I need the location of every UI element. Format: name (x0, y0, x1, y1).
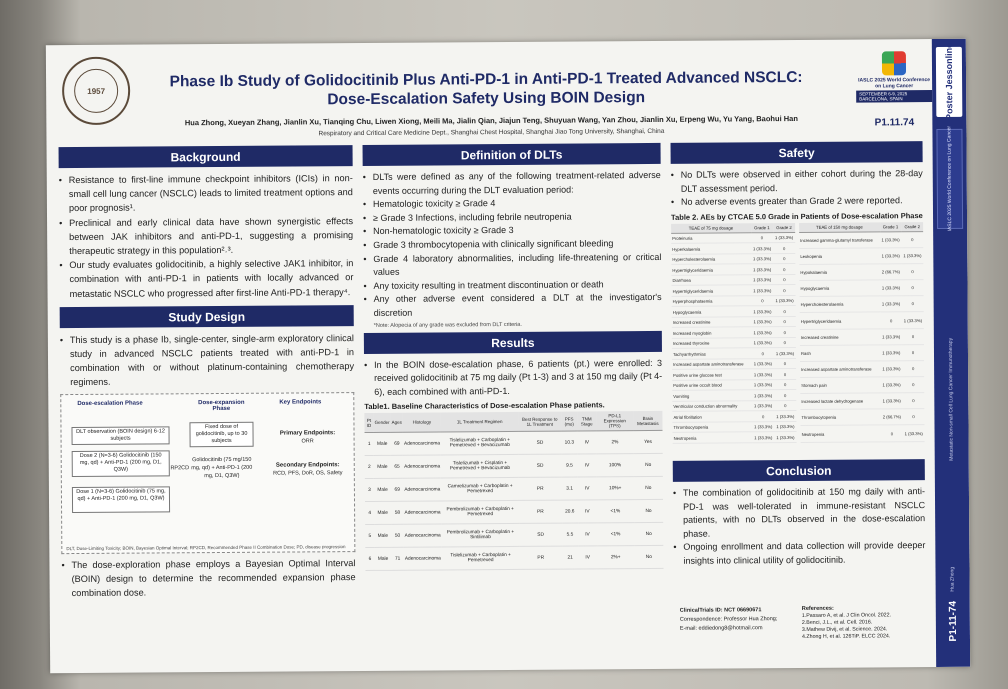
baseline-cell: 10%+ (597, 477, 634, 500)
baseline-cell: Camrelizumab + Carboplatin + Pemetrexed (441, 478, 519, 502)
baseline-cell: 69 (391, 433, 403, 456)
study-design-outro: • The dose-exploration phase employs a Bayesian Optimal Interval (BOIN) design to determine the recommended expansion phase combination dose. (61, 556, 355, 601)
baseline-cell: 69 (391, 479, 403, 502)
baseline-column-header: Brain Metastasis (633, 411, 662, 431)
safety-item: • No adverse events greater than Grade 2 were reported. (671, 194, 923, 209)
ae-75mg-cell: 1 (33.3%) (773, 232, 795, 243)
ae-75mg-cell: 1 (33.3%) (752, 358, 774, 369)
baseline-cell: Male (374, 548, 391, 571)
background-heading: Background (59, 145, 353, 168)
ae-75mg-cell: Hypertriglyceridaemia (671, 264, 751, 275)
ae-75mg-column-header: Grade 2 (773, 223, 795, 233)
baseline-cell: IV (578, 500, 597, 523)
ae-150mg-row (800, 344, 924, 361)
baseline-row (365, 546, 663, 571)
dlt-item: • Non-hematologic toxicity ≥ Grade 3 (363, 223, 661, 239)
baseline-column-header: 1L Treatment Regimen (441, 412, 519, 432)
ae-150mg-row (800, 328, 924, 345)
ae-150mg-cell: 0 (902, 377, 924, 393)
dlt-item: • Any toxicity resulting in treatment discontinuation or death (363, 278, 661, 294)
ae-150mg-cell: 1 (33.3%) (880, 232, 902, 248)
ae-75mg-cell: 1 (33.3%) (751, 306, 773, 317)
ae-75mg-column-header: Grade 1 (751, 223, 773, 233)
ae-150mg-row (800, 377, 924, 394)
baseline-cell: Tislelizumab + Cisplatin + Pemetrexed + Bevacizumab (441, 455, 519, 479)
ae-75mg-cell: 0 (774, 327, 796, 338)
ae-150mg-cell: 0 (902, 361, 924, 377)
ae-75mg-cell: Hyperkalaemia (671, 243, 751, 254)
baseline-cell: Pembrolizumab + Carboplatin + Pemetrexed (441, 501, 519, 525)
baseline-column-header: Best Response to 1L Treatment (518, 412, 561, 432)
ae-150mg-cell: 1 (33.3%) (880, 345, 902, 361)
background-item: • Our study evaluates golidocitinib, a highly selective JAK1 inhibitor, in combination with anti-PD-1 in patients with locally advanced or metastatic NSCLC who progressed after first-line Anti-PD-1 therapy⁴. (59, 256, 353, 301)
conclusion-section (673, 459, 926, 568)
study-design-intro-list (60, 331, 354, 390)
poster-title-line1: Phase Ib Study of Golidocitinib Plus Anti-PD-1 in Anti-PD-1 Treated Advanced NSCLC: (169, 68, 803, 91)
ae-75mg-cell: 1 (33.3%) (752, 400, 774, 411)
diagram-endpoints-heading: Key Endpoints (279, 398, 322, 406)
ae-150mg-cell: 0 (902, 328, 924, 344)
fixed-dose-box: Fixed dose of golidocitinib, up to 30 subjects (189, 421, 253, 446)
baseline-cell: 65 (391, 456, 403, 479)
baseline-cell: <1% (597, 500, 634, 523)
dlt-item: • Grade 4 laboratory abnormalities, including life-threatening or critical values (363, 250, 661, 279)
baseline-cell: 10.3 (561, 431, 577, 454)
dlt-item: • DLTs were defined as any of the following treatment-related adverse events occurring during the DLT evaluation period: (363, 169, 661, 198)
safety-item: • No DLTs were observed in either cohort during the 28-day DLT assessment period. (671, 167, 923, 196)
reference-item: 3.Mathew Divij, et al. Science. 2024. (801, 626, 888, 633)
research-poster (46, 39, 970, 673)
baseline-cell: Adenocarcinoma (403, 478, 441, 501)
ae-75mg-cell: Increased aspartate aminotransferase (672, 359, 752, 370)
ae-150mg-column-header: TEAE of 150 mg dosage (799, 222, 880, 232)
baseline-row (365, 431, 663, 456)
baseline-cell: 1 (365, 433, 374, 456)
baseline-cell: PR (519, 546, 562, 569)
ae-150mg-cell: 1 (33.3%) (881, 393, 903, 409)
ae-75mg-cell: 1 (33.3%) (751, 316, 773, 327)
baseline-cell: IV (578, 546, 597, 569)
references-title: References: (801, 605, 834, 612)
ae-75mg-cell: Increased thyroxine (672, 338, 752, 349)
baseline-cell: IV (578, 523, 597, 546)
baseline-cell: IV (577, 454, 596, 477)
author-list: Hua Zhong, Xueyan Zhang, Jianlin Xu, Tianqing Chu, Liwen Xiong, Meili Ma, Jialin Qian, Jiajun Teng, Shuyuan Wang, Yan Zhou, Jianlin Xu, Erpeng Wu, Yu Yang, Baohui Han (184, 113, 798, 128)
baseline-cell: 5 (365, 525, 374, 548)
ae-75mg-cell: 0 (774, 337, 796, 348)
ae-75mg-cell: 0 (774, 379, 796, 390)
ae-150mg-cell: 2 (66.7%) (880, 264, 902, 280)
conclusion-list (673, 485, 926, 568)
baseline-table-header (364, 411, 662, 433)
ae-150mg-cell: 2 (66.7%) (881, 409, 903, 425)
ae-75mg-cell: 0 (774, 316, 796, 327)
ae-75mg-cell: 1 (33.3%) (752, 379, 774, 390)
sidebar-poster-id-text: P1-11-74 (947, 600, 959, 642)
dlt-item: • Any other adverse event considered a DLT at the investigator's discretion (364, 291, 662, 320)
baseline-cell: 71 (391, 548, 403, 571)
results-item: • In the BOIN dose-escalation phase, 6 patients (pt.) were enrolled: 3 received golidocitinib at 75 mg daily (Pt 1-3) and 3 at 150 mg daily (Pt 4-6), each combined with anti-PD-1. (364, 356, 662, 399)
dlt-item: • ≥ Grade 3 Infections, including febrile neutropenia (363, 210, 661, 226)
ae-75mg-cell: 0 (773, 274, 795, 285)
dose1-box: Dose 1 (N=3-6) Golidocitinib (75 mg, qd) + Anti-PD-1 (200 mg, D1, Q3W) (72, 486, 170, 513)
ae-75mg-cell: 1 (33.3%) (752, 421, 774, 432)
baseline-cell: Tislelizumab + Carboplatin + Pemetrexed + Bevacizumab (441, 432, 519, 456)
baseline-cell: Tislelizumab + Carboplatin + Pemetrexed (442, 547, 520, 571)
baseline-cell: 9.5 (561, 454, 577, 477)
ae-75mg-cell: 1 (33.3%) (751, 253, 773, 264)
poster-header (56, 47, 933, 153)
safety-list (671, 167, 923, 210)
contact-info (680, 606, 798, 634)
sidebar-logo-text: Poster Jessonline (943, 43, 955, 121)
ae-150mg-cell: 0 (880, 312, 902, 328)
diagram-escalation-heading: Dose-escalation Phase (77, 400, 143, 407)
ae-75mg-cell: Ventricular conduction abnormality (672, 401, 752, 412)
rp2cd-label: RP2CD (170, 464, 190, 471)
dlt-note: *Note: Alopecia of any grade was excluded from DLT criteria. (373, 321, 522, 329)
baseline-cell: Adenocarcinoma (403, 432, 441, 455)
secondary-endpoints-label: Secondary Endpoints: (275, 461, 340, 469)
dlt-item: • Grade 3 thrombocytopenia with clinically significant bleeding (363, 237, 661, 253)
ae-150mg-cell: 0 (903, 409, 925, 425)
column-middle (363, 143, 664, 571)
ae-150mg-cell: 0 (881, 425, 903, 441)
poster-title-line2: Dose-Escalation Safety Using BOIN Design (327, 89, 646, 109)
ae-150mg-row (799, 231, 923, 248)
baseline-column-header: PFS (mo) (561, 412, 577, 432)
baseline-row (365, 477, 663, 502)
ae-150mg-cell: Hypertriglyceridaemia (800, 312, 881, 329)
ae-75mg-cell: 0 (751, 295, 773, 306)
ae-150mg-cell: Hypercholesterolaemia (800, 296, 881, 313)
ae-150mg-cell: Leukopenia (799, 248, 880, 265)
baseline-cell: Adenocarcinoma (403, 455, 441, 478)
ae-75mg-cell: 0 (773, 253, 795, 264)
ae-150mg-column-header: Grade 1 (880, 222, 902, 232)
dlt-observation-box: DLT observation (BOIN design) 6-12 subjects (71, 426, 169, 445)
safety-heading: Safety (671, 141, 923, 164)
reference-item: 2.Benci, J.L., et al. Cell. 2016. (801, 619, 873, 626)
ae-75mg-cell: 1 (33.3%) (752, 390, 774, 401)
ae-150mg-row (800, 425, 924, 442)
ae-150mg-cell: Increased aspartate aminotransferase (800, 361, 881, 378)
ae-75mg-cell: Positive urine occult blood (672, 380, 752, 391)
results-list (364, 356, 662, 399)
ae-75mg-cell: 1 (33.3%) (774, 411, 796, 422)
baseline-cell: IV (578, 477, 597, 500)
ae-75mg-cell: 1 (33.3%) (752, 369, 774, 380)
ae-150mg-cell: Increased gamma-glutamyl transferase (799, 232, 880, 249)
baseline-cell: 58 (391, 502, 403, 525)
baseline-cell: Pembrolizumab + Carboplatin + Sintilimab (442, 524, 520, 548)
baseline-column-header: Ages (391, 413, 403, 433)
baseline-column-header: Histology (403, 413, 441, 433)
conference-badge (936, 126, 963, 232)
ae-150mg-cell: 0 (903, 393, 925, 409)
secondary-endpoints (270, 461, 346, 478)
secondary-endpoints-value: RCD, PFS, DoR, OS, Safety (273, 469, 343, 477)
diagram-expansion-heading: Dose-expansion Phase (198, 399, 245, 412)
ae-150mg-cell: 1 (33.3%) (903, 425, 925, 441)
baseline-row (365, 454, 663, 479)
baseline-cell: <1% (597, 523, 634, 546)
baseline-cell: Male (374, 433, 391, 456)
baseline-cell: Adenocarcinoma (403, 501, 441, 524)
baseline-cell: 6 (365, 548, 374, 571)
baseline-cell: No (634, 454, 663, 477)
baseline-cell: Male (374, 479, 391, 502)
ae-150mg-cell: 1 (33.3%) (880, 296, 902, 312)
ae-75mg-cell: 1 (33.3%) (751, 285, 773, 296)
ae-150mg-cell: 1 (33.3%) (880, 280, 902, 296)
baseline-cell: No (634, 523, 663, 546)
ae-150mg-cell: Neutropenia (800, 425, 881, 442)
ae-150mg-cell: 1 (33.3%) (902, 312, 924, 328)
conclusion-item: • Ongoing enrollment and data collection will provide deeper insights into clinical utility of golidocitinib. (673, 539, 925, 568)
baseline-cell: No (634, 546, 663, 569)
baseline-cell: 100% (596, 454, 633, 477)
conference-logo (856, 51, 932, 112)
baseline-cell: No (634, 500, 663, 523)
dlt-item: • Hematologic toxicity ≥ Grade 4 (363, 196, 661, 212)
conference-dates: SEPTEMBER 6-9, 2025 BARCELONA, SPAIN (856, 90, 932, 103)
baseline-cell: Male (374, 525, 391, 548)
results-heading: Results (364, 330, 662, 353)
primary-endpoints (270, 429, 346, 446)
baseline-cell: No (634, 477, 663, 500)
ae-75mg-cell: 0 (774, 369, 796, 380)
ae-table-150mg-body (799, 231, 924, 442)
ae-75mg-cell: 1 (33.3%) (752, 432, 774, 443)
baseline-cell: Male (374, 502, 391, 525)
ae-150mg-cell: Hypokalaemia (799, 264, 880, 281)
ae-150mg-row (799, 264, 923, 281)
ae-150mg-cell: 1 (33.3%) (880, 248, 902, 264)
baseline-cell: IV (577, 431, 596, 454)
ae-150mg-cell: 0 (902, 344, 924, 360)
ae-150mg-row (800, 361, 924, 378)
baseline-cell: SD (519, 523, 562, 546)
table2-caption: Table 2. AEs by CTCAE 5.0 Grade in Patients of Dose-escalation Phase (671, 210, 923, 222)
baseline-table (364, 411, 663, 571)
ae-75mg-cell: 1 (33.3%) (774, 421, 796, 432)
background-list (59, 171, 354, 301)
baseline-row (365, 500, 663, 525)
table1-caption: Table1. Baseline Characteristics of Dose-escalation Phase patients. (364, 400, 605, 412)
baseline-cell: 2 (365, 456, 374, 479)
ae-150mg-cell: Rash (800, 345, 881, 362)
ae-75mg-cell: 0 (751, 232, 773, 243)
poster-id: P1.11.74 (874, 117, 915, 129)
ae-75mg-cell: Vomiting (672, 390, 752, 401)
dlt-heading: Definition of DLTs (363, 143, 661, 166)
ae-75mg-cell: Tachyarrhythmias (672, 348, 752, 359)
email: E-mail: eddiedong8@hotmail.com (679, 625, 763, 632)
ae-150mg-cell: Increased lactate dehydrogenase (800, 393, 881, 410)
baseline-cell: Male (374, 456, 391, 479)
baseline-cell: 50 (391, 525, 403, 548)
ae-150mg-row (800, 393, 924, 410)
primary-endpoints-value: ORR (301, 437, 314, 445)
ae-150mg-cell: Stomach pain (800, 377, 881, 394)
reference-item: 4.Zhong H, et al. 126TiP. ELCC 2024. (801, 633, 891, 640)
ae-75mg-cell: Neutropenia (673, 432, 753, 443)
ae-150mg-cell: 0 (902, 264, 924, 280)
ae-150mg-row (799, 248, 923, 265)
ae-tables (671, 222, 925, 444)
column-right (671, 141, 925, 444)
ae-150mg-cell: 0 (902, 296, 924, 312)
hospital-seal-logo (62, 57, 130, 125)
conclusion-item: • The combination of golidocitinib at 150 mg daily with anti-PD-1 was well-tolerated in immune-resistant NSCLC patients, with no DLTs observed in the dose-escalation phase. (673, 485, 925, 541)
ae-75mg-cell: 1 (33.3%) (751, 274, 773, 285)
study-design-heading: Study Design (60, 305, 354, 328)
ae-table-150mg (799, 222, 925, 443)
ae-75mg-cell: Thrombocytopenia (672, 422, 752, 433)
ae-150mg-cell: 1 (33.3%) (901, 248, 923, 264)
ae-150mg-cell: 1 (33.3%) (881, 361, 903, 377)
hospital-seal-year: 1957 (74, 69, 118, 113)
baseline-column-header: Gender (374, 413, 391, 433)
ae-75mg-cell: Hypercholesterolaemia (671, 254, 751, 265)
ae-150mg-row (800, 296, 924, 313)
ae-75mg-cell: 0 (752, 348, 774, 359)
ae-150mg-cell: 0 (902, 280, 924, 296)
baseline-cell: 3 (365, 479, 374, 502)
ae-75mg-column-header: TEAE of 75 mg dosage (671, 223, 751, 233)
sidebar-poster-id (942, 593, 964, 649)
ae-75mg-cell: 0 (773, 243, 795, 254)
ae-75mg-cell: Hyperphosphataemia (672, 296, 752, 307)
background-item: • Preclinical and early clinical data have shown synergistic effects between JAK inhibitors and anti-PD-1, suggesting a promising therapeutic strategy in this population²˒³. (59, 214, 353, 259)
baseline-table-body (365, 431, 664, 571)
diagram-footnote: DLT, Dose-Limiting Toxicity; BOIN, Bayesian Optimal Interval; RP2CD, Recommended Phase II Combination Dose; PD, disease progression (66, 543, 346, 551)
sidebar-badge-text: IASLC 2025 World Conference on Lung Cancer (946, 126, 954, 232)
baseline-column-header: PD-L1 Expression (TPS) (596, 411, 633, 431)
ae-75mg-cell: 0 (774, 400, 796, 411)
baseline-row (365, 523, 663, 548)
ae-150mg-row (800, 312, 924, 329)
trial-id: ClinicalTrials ID: NCT 06690671 (679, 607, 762, 614)
poster-sidebar (932, 39, 970, 667)
ae-75mg-cell: 0 (773, 264, 795, 275)
baseline-cell: SD (519, 454, 562, 477)
ae-75mg-cell: 1 (33.3%) (751, 327, 773, 338)
ae-150mg-row (799, 280, 923, 297)
baseline-column-header: TNM Stage (577, 412, 596, 432)
affiliation: Respiratory and Critical Care Medicine Dept., Shanghai Chest Hospital, Shanghai Jiao Tong University, Shanghai, China (318, 127, 665, 138)
conference-mark-icon (882, 51, 906, 75)
ae-75mg-cell: Increased myoglobin (672, 327, 752, 338)
ae-75mg-cell: 1 (33.3%) (751, 264, 773, 275)
correspondence: Correspondence: Professor Hua Zhong; (679, 616, 778, 623)
baseline-cell: 2% (596, 431, 633, 454)
ae-150mg-cell: Hypoglycaemia (799, 280, 880, 297)
ae-75mg-cell: 1 (33.3%) (774, 432, 796, 443)
poster-title (136, 68, 836, 111)
ae-150mg-cell: 1 (33.3%) (881, 377, 903, 393)
ae-75mg-row (673, 432, 797, 443)
ae-75mg-cell: 0 (752, 411, 774, 422)
baseline-cell: Adenocarcinoma (404, 547, 442, 570)
ae-75mg-cell: 1 (33.3%) (751, 243, 773, 254)
baseline-cell: PR (519, 477, 562, 500)
ae-75mg-cell: Increased creatinine (672, 317, 752, 328)
column-left (59, 145, 356, 600)
baseline-cell: Yes (633, 431, 662, 454)
baseline-cell: Adenocarcinoma (404, 524, 442, 547)
ae-75mg-cell: 0 (773, 306, 795, 317)
baseline-cell: 20.6 (562, 500, 578, 523)
ae-150mg-cell: Thrombocytopenia (800, 409, 881, 426)
ae-75mg-cell: 0 (774, 390, 796, 401)
sidebar-author-text: Hua Zhong (949, 566, 956, 592)
dlt-list (363, 169, 662, 321)
ae-150mg-cell: Increased creatinine (800, 329, 881, 346)
ae-75mg-cell: Hypoglycaemia (672, 306, 752, 317)
ae-75mg-cell: Diarrhoea (671, 275, 751, 286)
baseline-cell: PR (519, 500, 562, 523)
baseline-column-header: Pt ID (364, 413, 373, 433)
background-item: • Resistance to first-line immune checkpoint inhibitors (ICIs) in non-small cell lung cancer (NSCLC) leads to limited treatment options and poor prognosis¹. (59, 171, 353, 216)
ae-150mg-cell: 1 (33.3%) (880, 328, 902, 344)
baseline-cell: SD (519, 431, 562, 454)
baseline-cell: 2%+ (597, 546, 634, 569)
baseline-cell: 21 (562, 546, 578, 569)
ae-150mg-column-header: Grade 2 (901, 222, 923, 232)
ae-150mg-cell: 0 (901, 231, 923, 247)
sidebar-topic-text: Metastatic Non-small Cell Lung Cancer Immunotherapy (947, 337, 955, 461)
reference-item: 1.Passaro A, et al. J Clin Oncol. 2022. (801, 612, 892, 619)
ae-75mg-cell: Proteinuria (671, 233, 751, 244)
ae-75mg-cell: Atrial fibrillation (672, 411, 752, 422)
dose2-box: Dose 2 (N=3-6) Golidocitinib (150 mg, qd) + Anti-PD-1 (200 mg, D1, Q3W) (72, 450, 170, 477)
ae-75mg-cell: 1 (33.3%) (773, 295, 795, 306)
ae-75mg-cell: 1 (33.3%) (752, 337, 774, 348)
study-design-intro: • This study is a phase Ib, single-center, single-arm exploratory clinical study in advanced NSCLC patients treated with anti-PD-1 in combination with or without platinum-containing chemotherapy regimens. (60, 331, 354, 390)
baseline-cell: 4 (365, 502, 374, 525)
conclusion-heading: Conclusion (673, 459, 925, 482)
expansion-regimen: Golidocitinib (75 mg/150 mg, qd) + Anti-PD-1 (200 mg, D1, Q3W) (191, 456, 253, 479)
ae-75mg-cell: 0 (773, 285, 795, 296)
ae-75mg-cell: Hypertriglyceridaemia (672, 285, 752, 296)
ae-75mg-cell: 0 (774, 358, 796, 369)
sidebar-topic (940, 339, 963, 459)
baseline-cell: 5.5 (562, 523, 578, 546)
ae-table-75mg-body (671, 232, 796, 443)
study-design-diagram (60, 392, 355, 554)
ae-150mg-row (800, 409, 924, 426)
study-design-outro-list (61, 556, 355, 601)
ae-75mg-cell: 1 (33.3%) (774, 348, 796, 359)
baseline-cell: 3.1 (562, 477, 578, 500)
conference-name: IASLC 2025 World Conference on Lung Cancer (858, 77, 931, 90)
primary-endpoints-label: Primary Endpoints: (279, 429, 336, 437)
ae-75mg-cell: Positive urine glucose test (672, 369, 752, 380)
references (802, 605, 928, 641)
postersession-logo (936, 43, 962, 121)
ae-table-75mg (671, 223, 797, 444)
